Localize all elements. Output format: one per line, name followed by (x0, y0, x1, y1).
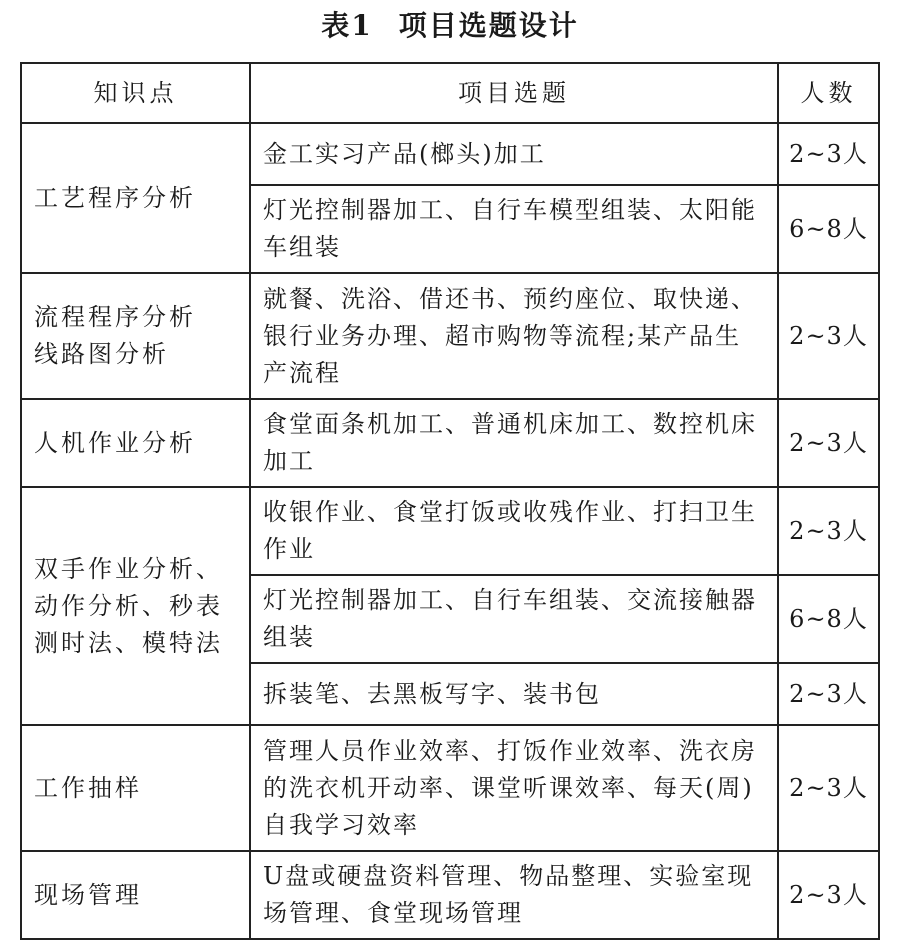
knowledge-cell: 工艺程序分析 (21, 123, 250, 273)
project-cell: 灯光控制器加工、自行车模型组装、太阳能车组装 (250, 185, 778, 273)
knowledge-cell: 人机作业分析 (21, 399, 250, 487)
people-cell: 2~3人 (778, 725, 879, 851)
knowledge-cell: 工作抽样 (21, 725, 250, 851)
header-knowledge: 知识点 (21, 63, 250, 123)
people-cell: 2~3人 (778, 123, 879, 185)
people-cell: 2~3人 (778, 399, 879, 487)
knowledge-cell: 现场管理 (21, 851, 250, 939)
table-row (21, 851, 879, 939)
project-cell: 食堂面条机加工、普通机床加工、数控机床加工 (250, 399, 778, 487)
table-row (21, 725, 879, 851)
table-row (21, 273, 879, 399)
project-topic-table (20, 62, 880, 940)
project-cell: 就餐、洗浴、借还书、预约座位、取快递、银行业务办理、超市购物等流程;某产品生产流程 (250, 273, 778, 399)
knowledge-text: 流程程序分析 线路图分析 (34, 303, 196, 368)
table-row (21, 123, 879, 185)
table-row (21, 487, 879, 575)
project-cell: U盘或硬盘资料管理、物品整理、实验室现场管理、食堂现场管理 (250, 851, 778, 939)
people-cell: 2~3人 (778, 851, 879, 939)
header-people: 人数 (778, 63, 879, 123)
knowledge-cell (21, 273, 250, 399)
people-cell: 6~8人 (778, 575, 879, 663)
header-project: 项目选题 (250, 63, 778, 123)
table-number: 表1 (321, 9, 373, 42)
people-cell: 6~8人 (778, 185, 879, 273)
project-cell: 灯光控制器加工、自行车组装、交流接触器组装 (250, 575, 778, 663)
project-cell: 管理人员作业效率、打饭作业效率、洗衣房的洗衣机开动率、课堂听课效率、每天(周)自我学习效率 (250, 725, 778, 851)
project-cell: 金工实习产品(榔头)加工 (250, 123, 778, 185)
table-row (21, 399, 879, 487)
header-row (21, 63, 879, 123)
project-cell: 收银作业、食堂打饭或收残作业、打扫卫生作业 (250, 487, 778, 575)
project-cell: 拆装笔、去黑板写字、装书包 (250, 663, 778, 725)
table-title: 项目选题设计 (398, 9, 579, 42)
people-cell: 2~3人 (778, 273, 879, 399)
knowledge-cell: 双手作业分析、动作分析、秒表测时法、模特法 (21, 487, 250, 725)
people-cell: 2~3人 (778, 663, 879, 725)
people-cell: 2~3人 (778, 487, 879, 575)
table-caption (0, 6, 900, 46)
